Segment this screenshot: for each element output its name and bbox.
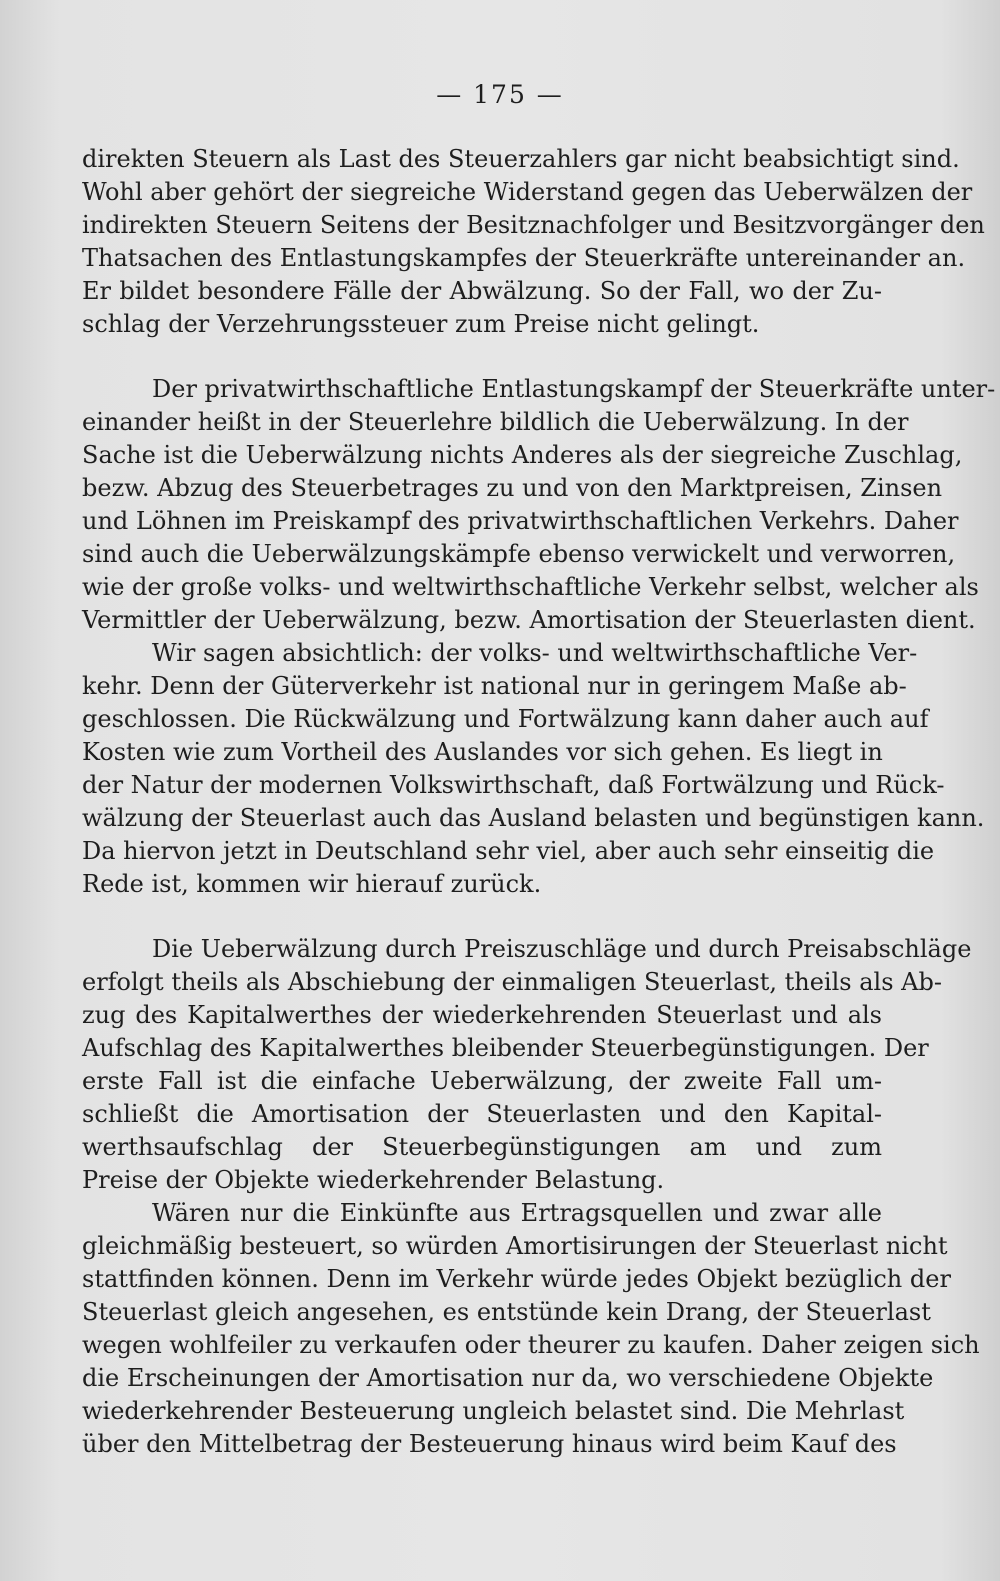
paragraph-5 bbox=[82, 1197, 980, 1461]
text-line: Preise der Objekte wiederkehrender Belastung. bbox=[82, 1166, 665, 1194]
text-line: die Erscheinungen der Amortisation nur da, wo verschiedene Objekte bbox=[82, 1364, 934, 1392]
text-line: zug des Kapitalwerthes der wiederkehrenden Steuerlast und als bbox=[82, 1001, 882, 1029]
paragraph-2 bbox=[82, 373, 996, 637]
text-line: Vermittler der Ueberwälzung, bezw. Amortisation der Steuerlasten dient. bbox=[82, 606, 976, 634]
page-number: — 175 — bbox=[436, 80, 564, 109]
text-line: wegen wohlfeiler zu verkaufen oder theurer zu kaufen. Daher zeigen sich bbox=[82, 1331, 980, 1359]
text-line: der Natur der modernen Volkswirthschaft, daß Fortwälzung und Rück- bbox=[82, 771, 945, 799]
text-line: sind auch die Ueberwälzungskämpfe ebenso verwickelt und verworren, bbox=[82, 540, 956, 568]
section-gap bbox=[82, 341, 882, 373]
text-line: Da hiervon jetzt in Deutschland sehr viel, aber auch sehr einseitig die bbox=[82, 837, 935, 865]
text-line: erfolgt theils als Abschiebung der einmaligen Steuerlast, theils als Ab- bbox=[82, 968, 942, 996]
section-gap bbox=[82, 901, 882, 933]
text-line: Die Ueberwälzung durch Preiszuschläge und durch Preisabschläge bbox=[152, 935, 972, 963]
text-line: Rede ist, kommen wir hierauf zurück. bbox=[82, 870, 542, 898]
text-line: kehr. Denn der Güterverkehr ist national nur in geringem Maße ab- bbox=[82, 672, 907, 700]
text-line: und Löhnen im Preiskampf des privatwirthschaftlichen Verkehrs. Daher bbox=[82, 507, 959, 535]
text-line: Sache ist die Ueberwälzung nichts Anderes als der siegreiche Zuschlag, bbox=[82, 441, 963, 469]
text-line: werthsaufschlag der Steuerbegünstigungen am und zum bbox=[82, 1133, 882, 1161]
text-line: erste Fall ist die einfache Ueberwälzung, der zweite Fall um- bbox=[82, 1067, 882, 1095]
text-line: gleichmäßig besteuert, so würden Amortisirungen der Steuerlast nicht bbox=[82, 1232, 948, 1260]
text-line: Kosten wie zum Vortheil des Auslandes vor sich gehen. Es liegt in bbox=[82, 738, 883, 766]
text-line: wiederkehrender Besteuerung ungleich belastet sind. Die Mehrlast bbox=[82, 1397, 905, 1425]
text-line: Steuerlast gleich angesehen, es entstünde kein Drang, der Steuerlast bbox=[82, 1298, 931, 1326]
text-line: geschlossen. Die Rückwälzung und Fortwälzung kann daher auch auf bbox=[82, 705, 929, 733]
text-line: Der privatwirthschaftliche Entlastungskampf der Steuerkräfte unter- bbox=[152, 375, 996, 403]
body-text bbox=[82, 143, 996, 1461]
text-line: schließt die Amortisation der Steuerlasten und den Kapital- bbox=[82, 1100, 882, 1128]
text-line: wie der große volks- und weltwirthschaftliche Verkehr selbst, welcher als bbox=[82, 573, 979, 601]
text-line: wälzung der Steuerlast auch das Ausland belasten und begünstigen kann. bbox=[82, 804, 985, 832]
text-line: einander heißt in der Steuerlehre bildlich die Ueberwälzung. In der bbox=[82, 408, 909, 436]
paragraph-3 bbox=[82, 637, 985, 901]
text-line: Wohl aber gehört der siegreiche Widerstand gegen das Ueberwälzen der bbox=[82, 178, 973, 206]
text-line: direkten Steuern als Last des Steuerzahlers gar nicht beabsichtigt sind. bbox=[82, 145, 960, 173]
text-line: schlag der Verzehrungssteuer zum Preise nicht gelingt. bbox=[82, 310, 760, 338]
text-line: Aufschlag des Kapitalwerthes bleibender Steuerbegünstigungen. Der bbox=[82, 1034, 929, 1062]
text-line: bezw. Abzug des Steuerbetrages zu und von den Marktpreisen, Zinsen bbox=[82, 474, 943, 502]
text-line: Er bildet besondere Fälle der Abwälzung. So der Fall, wo der Zu- bbox=[82, 277, 882, 305]
paragraph-4 bbox=[82, 933, 972, 1197]
text-line: über den Mittelbetrag der Besteuerung hinaus wird beim Kauf des bbox=[82, 1430, 897, 1458]
paragraph-1 bbox=[82, 143, 985, 341]
text-line: Thatsachen des Entlastungskampfes der Steuerkräfte untereinander an. bbox=[82, 244, 966, 272]
text-line: indirekten Steuern Seitens der Besitznachfolger und Besitzvorgänger den bbox=[82, 211, 985, 239]
text-line: stattfinden können. Denn im Verkehr würde jedes Objekt bezüglich der bbox=[82, 1265, 951, 1293]
text-line: Wir sagen absichtlich: der volks- und weltwirthschaftliche Ver- bbox=[152, 639, 918, 667]
text-line: Wären nur die Einkünfte aus Ertragsquellen und zwar alle bbox=[152, 1199, 882, 1227]
